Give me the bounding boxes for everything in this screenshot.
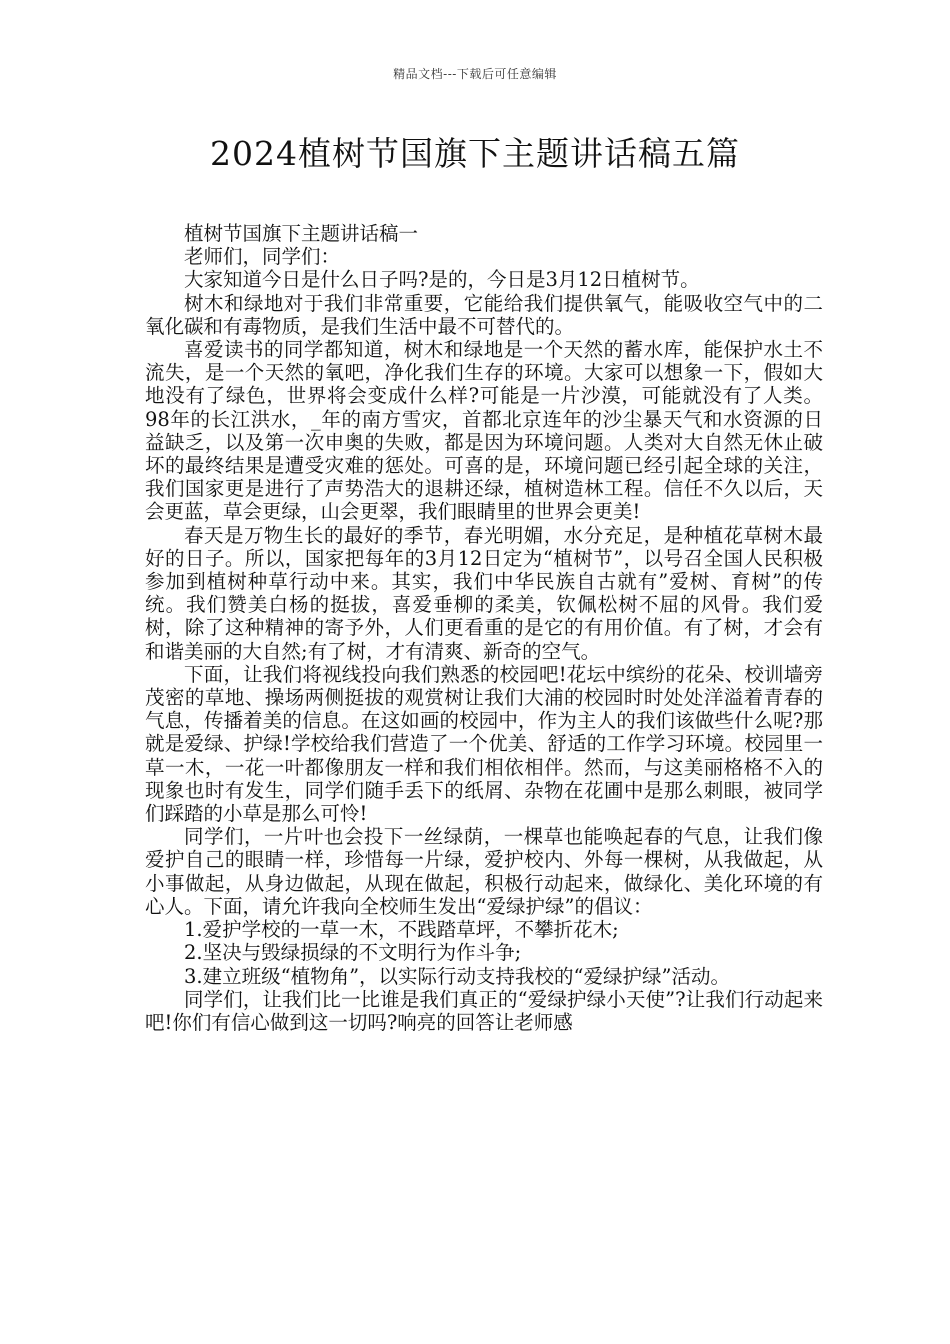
section-heading: 植树节国旗下主题讲话稿一 xyxy=(184,222,419,245)
paragraph: 春天是万物生长的最好的季节，春光明媚，水分充足，是种植花草树木最好的日子。所以，国家把每年的3月12日定为“植树节”，以号召全国人民积极参加到植树种草行动中来。其实，我们中华民族自古就有”爱树、育树”的传统。我们赞美白杨的挺拔，喜爱垂柳的柔美，钦佩松树不屈的风骨。我们爱树，除了这种精神的寄予外，人们更看重的是它的有用价值。有了树，才会有和谐美丽的大自然;有了树，才有清爽、新奇的空气。 xyxy=(145,523,823,663)
paragraph: 树木和绿地对于我们非常重要，它能给我们提供氧气，能吸收空气中的二氧化碳和有毒物质，是我们生活中最不可替代的。 xyxy=(145,291,823,338)
paragraph: 大家知道今日是什么日子吗?是的，今日是3月12日植树节。 xyxy=(184,268,700,292)
list-item: 2.坚决与毁绿损绿的不文明行为作斗争; xyxy=(184,941,522,965)
list-item: 1.爱护学校的一草一木，不践踏草坪，不攀折花木; xyxy=(184,918,619,942)
paragraph: 下面，让我们将视线投向我们熟悉的校园吧!花坛中缤纷的花朵、校训墙旁茂密的草地、操场两侧挺拔的观赏树让我们大浦的校园时时处处洋溢着青春的气息，传播着美的信息。在这如画的校园中，作为主人的我们该做些什么呢?那就是爱绿、护绿!学校给我们营造了一个优美、舒适的工作学习环境。校园里一草一木，一花一叶都像朋友一样和我们相依相伴。然而，与这美丽格格不入的现象也时有发生，同学们随手丢下的纸屑、杂物在花圃中是那么刺眼，被同学们踩踏的小草是那么可怜! xyxy=(145,662,823,826)
salutation: 老师们，同学们： xyxy=(184,245,341,269)
page-header: 精品文档---下载后可任意编辑 xyxy=(393,67,557,81)
document-title: 2024植树节国旗下主题讲话稿五篇 xyxy=(210,134,740,173)
paragraph: 同学们，一片叶也会投下一丝绿荫，一棵草也能唤起春的气息，让我们像爱护自己的眼睛一样，珍惜每一片绿，爱护校内、外每一棵树，从我做起，从小事做起，从身边做起，从现在做起，积极行动起来，做绿化、美化环境的有心人。下面，请允许我向全校师生发出“爱绿护绿”的倡议： xyxy=(145,825,823,918)
document-body xyxy=(145,222,823,1034)
paragraph: 喜爱读书的同学都知道，树木和绿地是一个天然的蓄水库，能保护水土不流失，是一个天然的氧吧，净化我们生存的环境。大家可以想象一下，假如大地没有了绿色，世界将会变成什么样?可能是一片沙漠，可能就没有了人类。98年的长江洪水，_年的南方雪灾，首都北京连年的沙尘暴天气和水资源的日益缺乏，以及第一次申奥的失败，都是因为环境问题。人类对大自然无休止破坏的最终结果是遭受灾难的惩处。可喜的是，环境问题已经引起全球的关注，我们国家更是进行了声势浩大的退耕还绿，植树造林工程。信任不久以后，天会更蓝，草会更绿，山会更翠，我们眼睛里的世界会更美! xyxy=(145,338,823,524)
list-item: 3.建立班级“植物角”，以实际行动支持我校的“爱绿护绿”活动。 xyxy=(184,964,730,988)
paragraph: 同学们，让我们比一比谁是我们真正的“爱绿护绿小天使”?让我们行动起来吧!你们有信心做到这一切吗?响亮的回答让老师感 xyxy=(145,987,823,1034)
